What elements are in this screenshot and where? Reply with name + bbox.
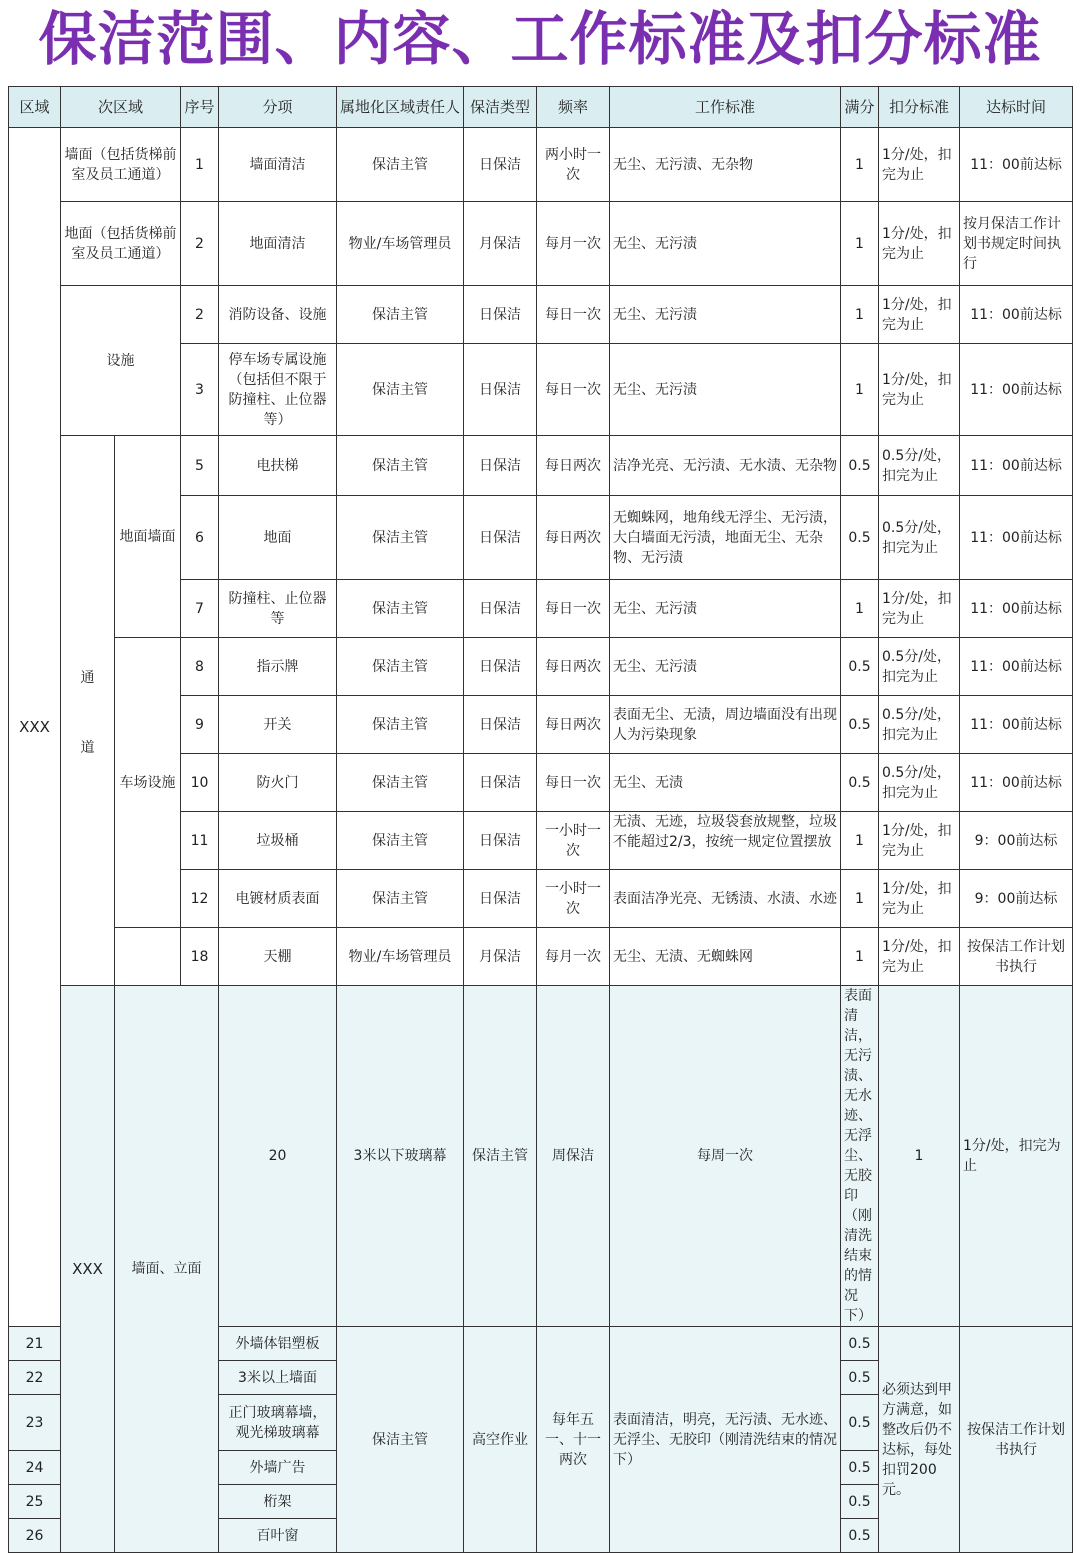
header-cell: 次区域 — [61, 87, 181, 128]
seq-cell: 24 — [9, 1451, 61, 1485]
time-cell: 9：00前达标 — [960, 812, 1073, 870]
freq-cell: 每日一次 — [537, 286, 610, 344]
time-cell: 按保洁工作计划书执行 — [960, 1327, 1073, 1553]
deduct-cell: 必须达到甲方满意，如整改后仍不达标，每处扣罚200元。 — [879, 1327, 960, 1553]
time-cell: 11：00前达标 — [960, 580, 1073, 638]
standard-cell: 无尘、无污渍 — [610, 580, 841, 638]
item-cell: 消防设备、设施 — [219, 286, 337, 344]
deduct-cell: 0.5分/处，扣完为止 — [879, 496, 960, 580]
item-cell: 电镀材质表面 — [219, 870, 337, 928]
deduct-cell: 0.5分/处，扣完为止 — [879, 638, 960, 696]
deduct-cell: 1分/处，扣完为止 — [879, 928, 960, 986]
freq-cell: 每日一次 — [537, 580, 610, 638]
table-row — [9, 986, 1073, 1327]
subarea-label — [61, 436, 115, 986]
standard-cell: 无尘、无渍、无蜘蛛网 — [610, 928, 841, 986]
owner-cell: 保洁主管 — [337, 344, 464, 436]
score-cell: 0.5 — [841, 638, 879, 696]
score-cell: 1 — [841, 870, 879, 928]
freq-cell: 每日一次 — [537, 344, 610, 436]
owner-cell: 保洁主管 — [337, 128, 464, 202]
owner-cell: 保洁主管 — [337, 580, 464, 638]
deduct-cell: 1分/处，扣完为止 — [879, 128, 960, 202]
time-cell: 11：00前达标 — [960, 286, 1073, 344]
header-cell: 达标时间 — [960, 87, 1073, 128]
header-cell: 属地化区域责任人 — [337, 87, 464, 128]
score-cell: 0.5 — [841, 1361, 879, 1395]
type-cell: 日保洁 — [464, 344, 537, 436]
standard-cell: 无尘、无污渍 — [610, 286, 841, 344]
time-cell: 按保洁工作计划书执行 — [960, 928, 1073, 986]
item-cell: 百叶窗 — [219, 1519, 337, 1553]
owner-cell: 保洁主管 — [337, 436, 464, 496]
deduct-cell: 0.5分/处，扣完为止 — [879, 754, 960, 812]
document-title: 保洁范围、内容、工作标准及扣分标准 — [38, 5, 1042, 73]
owner-cell: 保洁主管 — [337, 696, 464, 754]
freq-cell: 每周一次 — [610, 986, 841, 1327]
header-cell: 分项 — [219, 87, 337, 128]
subarea-cell-empty — [115, 928, 181, 986]
type-cell: 日保洁 — [464, 754, 537, 812]
item-cell: 电扶梯 — [219, 436, 337, 496]
seq-cell: 18 — [181, 928, 219, 986]
deduct-cell: 1分/处，扣完为止 — [960, 986, 1073, 1327]
type-cell: 日保洁 — [464, 870, 537, 928]
type-cell: 月保洁 — [464, 202, 537, 286]
seq-cell: 26 — [9, 1519, 61, 1553]
header-cell: 序号 — [181, 87, 219, 128]
owner-cell: 保洁主管 — [337, 286, 464, 344]
table-row — [9, 286, 1073, 344]
seq-cell: 2 — [181, 202, 219, 286]
standard-cell: 无蜘蛛网，地角线无浮尘、无污渍，大白墙面无污渍，地面无尘、无杂物、无污渍 — [610, 496, 841, 580]
seq-cell: 22 — [9, 1361, 61, 1395]
owner-cell: 物业/车场管理员 — [337, 202, 464, 286]
table-row — [9, 928, 1073, 986]
freq-cell: 每日两次 — [537, 696, 610, 754]
deduct-cell: 0.5分/处，扣完为止 — [879, 696, 960, 754]
seq-cell: 10 — [181, 754, 219, 812]
score-cell: 0.5 — [841, 436, 879, 496]
item-cell: 地面清洁 — [219, 202, 337, 286]
time-cell: 11：00前达标 — [960, 344, 1073, 436]
deduct-cell: 0.5分/处，扣完为止 — [879, 436, 960, 496]
deduct-cell: 1分/处，扣完为止 — [879, 344, 960, 436]
type-cell: 高空作业 — [464, 1327, 537, 1553]
seq-cell: 25 — [9, 1485, 61, 1519]
type-cell: 日保洁 — [464, 286, 537, 344]
score-cell: 0.5 — [841, 1485, 879, 1519]
seq-cell: 21 — [9, 1327, 61, 1361]
standard-cell: 表面无尘、无渍，周边墙面没有出现人为污染现象 — [610, 696, 841, 754]
item-cell: 开关 — [219, 696, 337, 754]
header-cell: 区域 — [9, 87, 61, 128]
seq-cell: 12 — [181, 870, 219, 928]
freq-cell: 每日两次 — [537, 436, 610, 496]
item-cell: 停车场专属设施（包括但不限于防撞柱、止位器等） — [219, 344, 337, 436]
owner-cell: 物业/车场管理员 — [337, 928, 464, 986]
item-cell: 指示牌 — [219, 638, 337, 696]
score-cell: 0.5 — [841, 754, 879, 812]
deduct-cell: 1分/处，扣完为止 — [879, 286, 960, 344]
seq-cell: 11 — [181, 812, 219, 870]
type-cell: 日保洁 — [464, 128, 537, 202]
item-cell: 垃圾桶 — [219, 812, 337, 870]
item-cell: 墙面清洁 — [219, 128, 337, 202]
time-cell: 11：00前达标 — [960, 638, 1073, 696]
score-cell: 1 — [841, 128, 879, 202]
time-cell: 11：00前达标 — [960, 496, 1073, 580]
table-row — [9, 128, 1073, 202]
deduct-cell: 1分/处，扣完为止 — [879, 580, 960, 638]
standard-cell: 表面清洁，明亮，无污渍、无水迹、无浮尘、无胶印（刚清洗结束的情况下） — [610, 1327, 841, 1553]
standard-cell: 无尘、无污渍 — [610, 344, 841, 436]
score-cell: 0.5 — [841, 1519, 879, 1553]
freq-cell: 每月一次 — [537, 202, 610, 286]
header-cell: 扣分标准 — [879, 87, 960, 128]
cleaning-standards-table — [8, 86, 1073, 1553]
item-cell: 3米以下玻璃幕 — [337, 986, 464, 1327]
table-row — [9, 436, 1073, 496]
header-cell: 频率 — [537, 87, 610, 128]
owner-cell: 保洁主管 — [337, 496, 464, 580]
type-cell: 日保洁 — [464, 638, 537, 696]
deduct-cell: 1分/处，扣完为止 — [879, 812, 960, 870]
subarea-cell: 墙面（包括货梯前室及员工通道） — [61, 128, 181, 202]
time-cell: 按月保洁工作计划书规定时间执行 — [960, 202, 1073, 286]
seq-cell: 7 — [181, 580, 219, 638]
deduct-cell: 1分/处，扣完为止 — [879, 202, 960, 286]
freq-cell: 一小时一次 — [537, 812, 610, 870]
item-cell: 正门玻璃幕墙，观光梯玻璃幕 — [219, 1395, 337, 1451]
subarea-cell: 车场设施 — [115, 638, 181, 928]
header-cell: 保洁类型 — [464, 87, 537, 128]
score-cell: 1 — [841, 286, 879, 344]
seq-cell: 3 — [181, 344, 219, 436]
freq-cell: 每日两次 — [537, 638, 610, 696]
item-cell: 天棚 — [219, 928, 337, 986]
score-cell: 0.5 — [841, 696, 879, 754]
seq-cell: 2 — [181, 286, 219, 344]
standard-cell: 洁净光亮、无污渍、无水渍、无杂物 — [610, 436, 841, 496]
time-cell: 11：00前达标 — [960, 696, 1073, 754]
freq-cell: 每年五一、十一两次 — [537, 1327, 610, 1553]
subarea-tong: 通 — [80, 669, 95, 686]
seq-cell: 8 — [181, 638, 219, 696]
standard-cell: 无渍、无迹，垃圾袋套放规整，垃圾不能超过2/3，按统一规定位置摆放 — [610, 812, 841, 870]
table-row — [9, 202, 1073, 286]
subarea-dao: 道 — [80, 739, 95, 756]
subarea-cell: 地面墙面 — [115, 436, 181, 638]
score-cell: 1 — [841, 580, 879, 638]
seq-cell: 6 — [181, 496, 219, 580]
score-cell: 0.5 — [841, 1327, 879, 1361]
subarea-cell: 设施 — [61, 286, 181, 436]
score-cell: 1 — [841, 812, 879, 870]
subarea-cell: 地面（包括货梯前室及员工通道） — [61, 202, 181, 286]
item-cell: 防撞柱、止位器等 — [219, 580, 337, 638]
score-cell: 1 — [841, 202, 879, 286]
type-cell: 日保洁 — [464, 580, 537, 638]
table-header-row — [9, 87, 1073, 128]
time-cell: 9：00前达标 — [960, 870, 1073, 928]
standard-cell: 无尘、无污渍 — [610, 638, 841, 696]
freq-cell: 每日两次 — [537, 496, 610, 580]
time-cell: 11：00前达标 — [960, 754, 1073, 812]
owner-cell: 保洁主管 — [337, 870, 464, 928]
score-cell: 0.5 — [841, 1395, 879, 1451]
owner-cell: 保洁主管 — [337, 638, 464, 696]
type-cell: 日保洁 — [464, 696, 537, 754]
seq-cell: 20 — [219, 986, 337, 1327]
standard-cell: 无尘、无污渍、无杂物 — [610, 128, 841, 202]
item-cell: 3米以上墙面 — [219, 1361, 337, 1395]
owner-cell: 保洁主管 — [464, 986, 537, 1327]
freq-cell: 两小时一次 — [537, 128, 610, 202]
owner-cell: 保洁主管 — [337, 754, 464, 812]
time-cell: 11：00前达标 — [960, 436, 1073, 496]
freq-cell: 每月一次 — [537, 928, 610, 986]
item-cell: 防火门 — [219, 754, 337, 812]
table-row — [9, 638, 1073, 696]
standard-cell: 表面洁净光亮、无锈渍、水渍、水迹 — [610, 870, 841, 928]
owner-cell: 保洁主管 — [337, 812, 464, 870]
area-cell: XXX — [61, 986, 115, 1553]
type-cell: 日保洁 — [464, 812, 537, 870]
type-cell: 周保洁 — [537, 986, 610, 1327]
subarea-cell: 墙面、立面 — [115, 986, 219, 1553]
deduct-cell: 1分/处，扣完为止 — [879, 870, 960, 928]
type-cell: 日保洁 — [464, 496, 537, 580]
score-cell: 1 — [879, 986, 960, 1327]
score-cell: 0.5 — [841, 496, 879, 580]
type-cell: 日保洁 — [464, 436, 537, 496]
seq-cell: 1 — [181, 128, 219, 202]
item-cell: 外墙体铝塑板 — [219, 1327, 337, 1361]
item-cell: 地面 — [219, 496, 337, 580]
standard-cell: 表面清洁，无污渍、无水迹、无浮尘、无胶印（刚清洗结束的情况下） — [841, 986, 879, 1327]
standard-cell: 无尘、无污渍 — [610, 202, 841, 286]
score-cell: 1 — [841, 344, 879, 436]
freq-cell: 每日一次 — [537, 754, 610, 812]
time-cell: 11：00前达标 — [960, 128, 1073, 202]
owner-cell: 保洁主管 — [337, 1327, 464, 1553]
type-cell: 月保洁 — [464, 928, 537, 986]
header-cell: 工作标准 — [610, 87, 841, 128]
item-cell: 外墙广告 — [219, 1451, 337, 1485]
area-cell: XXX — [9, 128, 61, 1327]
header-cell: 满分 — [841, 87, 879, 128]
seq-cell: 5 — [181, 436, 219, 496]
standard-cell: 无尘、无渍 — [610, 754, 841, 812]
score-cell: 1 — [841, 928, 879, 986]
score-cell: 0.5 — [841, 1451, 879, 1485]
seq-cell: 9 — [181, 696, 219, 754]
item-cell: 桁架 — [219, 1485, 337, 1519]
freq-cell: 一小时一次 — [537, 870, 610, 928]
seq-cell: 23 — [9, 1395, 61, 1451]
